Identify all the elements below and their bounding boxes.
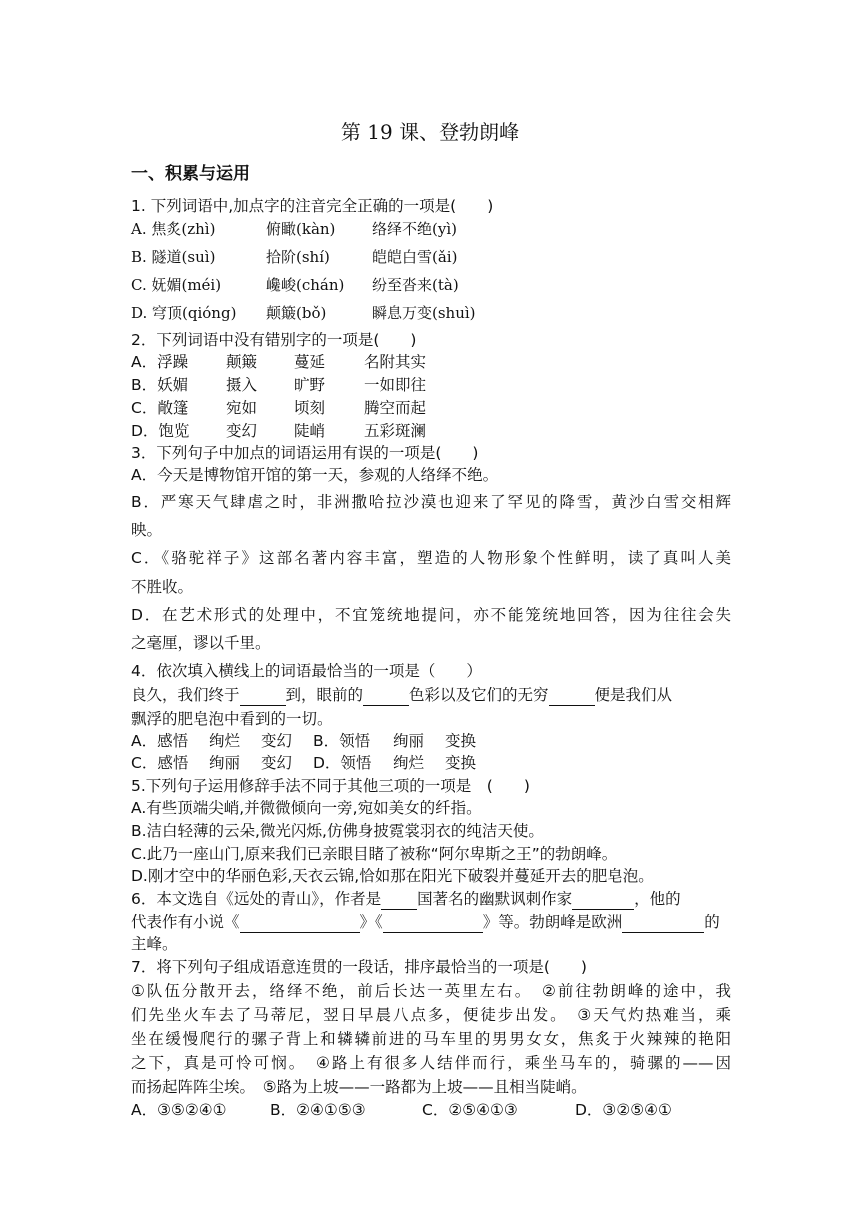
q6-blank-novel-2 [383,915,483,933]
q6-text: ，他的 [634,890,681,908]
q4-option-text: 变幻 [261,732,293,750]
q2-option-a [131,351,426,373]
q4-sentence-line1 [131,684,672,706]
q7-paragraph-line4: 之下，真是可怜可悯。 ④路上有很多人结伴而行，乘坐马车的，骑骡的——因 [131,1054,731,1072]
q7-paragraph-line5: 而扬起阵阵尘埃。 ⑤路为上坡——一路都为上坡——且相当陡峭。 [131,1078,587,1096]
q4-stem: 4．依次填入横线上的词语最恰当的一项是（ ） [131,662,482,680]
q2-word: 腾空而起 [364,399,427,417]
q4-option-text: 变幻 [261,754,293,772]
q1-option-text: 俯瞰(kàn) [266,220,336,238]
q2-word: 宛如 [226,399,258,417]
q1-option-text: A. 焦炙(zhì) [131,220,216,238]
q6-line1 [131,888,681,910]
q5-option-d: D.刚才空中的华丽色彩,天衣云锦,恰如那在阳光下破裂并蔓延开去的肥皂泡。 [131,867,654,885]
page-title: 第 19 课、登勃朗峰 [340,120,520,144]
q4-blank-1 [240,688,286,706]
q1-stem: 1. 下列词语中,加点字的注音完全正确的一项是( ) [131,197,494,215]
q1-option-text: 颠簸(bǒ) [266,304,327,322]
q4-options-row2 [131,752,476,774]
q2-word: 变幻 [226,422,258,440]
q1-option-a [131,218,457,240]
q2-word: B．妖媚 [131,376,189,394]
q6-text: 6．本文选自《远处的青山》，作者是 [131,890,382,908]
q1-option-text: B. 隧道(suì) [131,248,216,266]
q1-option-text: D. 穹顶(qióng) [131,304,237,322]
q4-options-row1 [131,730,476,752]
q6-blank-author [572,892,634,910]
q4-option-text: 绚烂 [393,754,425,772]
q3-option-c-line2: 不胜收。 [131,578,194,596]
q2-word: 一如即往 [364,376,427,394]
q6-text: 国著名的幽默讽刺作家 [417,890,573,908]
q7-option-b: B．②④①⑤③ [270,1101,366,1119]
q4-option-text: 绚烂 [209,732,241,750]
q1-option-c [131,274,459,296]
q7-option-a: A．③⑤②④① [131,1101,227,1119]
q6-line2 [131,911,720,933]
q4-option-text: A．感悟 [131,732,189,750]
q3-option-b-line2: 映。 [131,521,163,539]
q2-option-b [131,374,426,396]
q2-word: C．敞篷 [131,399,189,417]
q7-options [131,1099,672,1121]
q5-option-a: A.有些顶端尖峭,并微微倾向一旁,宛如美女的纤指。 [131,799,482,817]
q4-option-text: C．感悟 [131,754,189,772]
q1-option-text: 拾阶(shí) [266,248,330,266]
q4-option-text: 绚丽 [393,732,425,750]
q2-word: 顷刻 [294,399,326,417]
q1-option-text: 瞬息万变(shuì) [372,304,476,322]
q4-text: 便是我们从 [594,686,673,704]
q2-word: 摄入 [226,376,258,394]
q7-option-c: C．②⑤④①③ [422,1101,518,1119]
q3-option-d-line1: D．在艺术形式的处理中，不宜笼统地提问，亦不能笼统地回答，因为往往会失 [131,606,731,624]
q5-option-c: C.此乃一座山门,原来我们已亲眼目睹了被称“阿尔卑斯之王”的勃朗峰。 [131,845,618,863]
q7-paragraph-line1: ①队伍分散开去，络绎不绝，前后长达一英里左右。 ②前往勃朗峰的途中，我 [131,982,731,1000]
q2-option-d [131,420,426,442]
q4-sentence-line2: 飘浮的肥皂泡中看到的一切。 [131,710,333,728]
q5-stem: 5.下列句子运用修辞手法不同于其他三项的一项是 ( ) [131,777,530,795]
q4-option-text: B．领悟 [313,732,371,750]
q4-text: 到，眼前的 [285,686,364,704]
q4-text: 良久，我们终于 [131,686,240,704]
q6-text: 代表作有小说《 [131,913,240,931]
q4-option-text: 变换 [445,754,477,772]
q3-stem: 3．下列句子中加点的词语运用有误的一项是( ) [131,444,479,462]
q1-option-d [131,302,476,324]
q2-word: 陡峭 [294,422,326,440]
q1-option-text: C. 妩媚(méi) [131,276,222,294]
q7-paragraph-line3: 坐在缓慢爬行的骡子背上和辚辚前进的马车里的男男女女，焦炙于火辣辣的艳阳 [131,1030,731,1048]
q6-blank-country [381,892,417,910]
q2-word: 五彩斑澜 [364,422,427,440]
q2-word: D．饱览 [131,422,190,440]
q3-option-a: A．今天是博物馆开馆的第一天，参观的人络绎不绝。 [131,466,499,484]
q1-option-text: 络绎不绝(yì) [372,220,457,238]
q3-option-d-line2: 之毫厘，谬以千里。 [131,634,271,652]
q6-text: 的 [704,913,720,931]
q7-paragraph-line2: 们先坐火车去了马蒂尼，翌日早晨八点多，便徒步出发。 ③天气灼热难当，乘 [131,1006,731,1024]
q1-option-text: 巉峻(chán) [266,276,345,294]
q4-text: 色彩以及它们的无穷 [409,686,549,704]
q1-option-text: 皑皑白雪(ǎi) [372,248,458,266]
q2-option-c [131,397,426,419]
q3-option-c-line1: C．《骆驼祥子》这部名著内容丰富，塑造的人物形象个性鲜明，读了真叫人美 [131,549,731,567]
q2-stem: 2．下列词语中没有错别字的一项是( ) [131,331,417,349]
q1-option-text: 纷至沓来(tà) [372,276,459,294]
q4-option-text: D．领悟 [313,754,372,772]
q4-blank-3 [549,688,595,706]
q3-option-b-line1: B．严寒天气肆虐之时，非洲撒哈拉沙漠也迎来了罕见的降雪，黄沙白雪交相辉 [131,493,731,511]
q4-option-text: 绚丽 [209,754,241,772]
q7-stem: 7．将下列句子组成语意连贯的一段话，排序最恰当的一项是( ) [131,958,587,976]
q4-option-text: 变换 [445,732,477,750]
q6-text: 》等。勃朗峰是欧洲 [482,913,623,931]
q6-text: 》《 [359,913,383,931]
q4-blank-2 [363,688,409,706]
section-heading: 一、积累与运用 [131,164,250,184]
q6-blank-novel-1 [240,915,360,933]
q5-option-b: B.洁白轻薄的云朵,微光闪烁,仿佛身披霓裳羽衣的纯洁天使。 [131,822,544,840]
q2-word: 蔓延 [294,353,326,371]
q6-line3: 主峰。 [131,935,178,953]
q2-word: 旷野 [294,376,326,394]
q2-word: 名附其实 [364,353,427,371]
q1-option-b [131,246,457,268]
q2-word: 颠簸 [226,353,258,371]
q2-word: A．浮躁 [131,353,189,371]
q7-option-d: D．③②⑤④① [575,1101,672,1119]
q6-blank-mountain [622,915,704,933]
